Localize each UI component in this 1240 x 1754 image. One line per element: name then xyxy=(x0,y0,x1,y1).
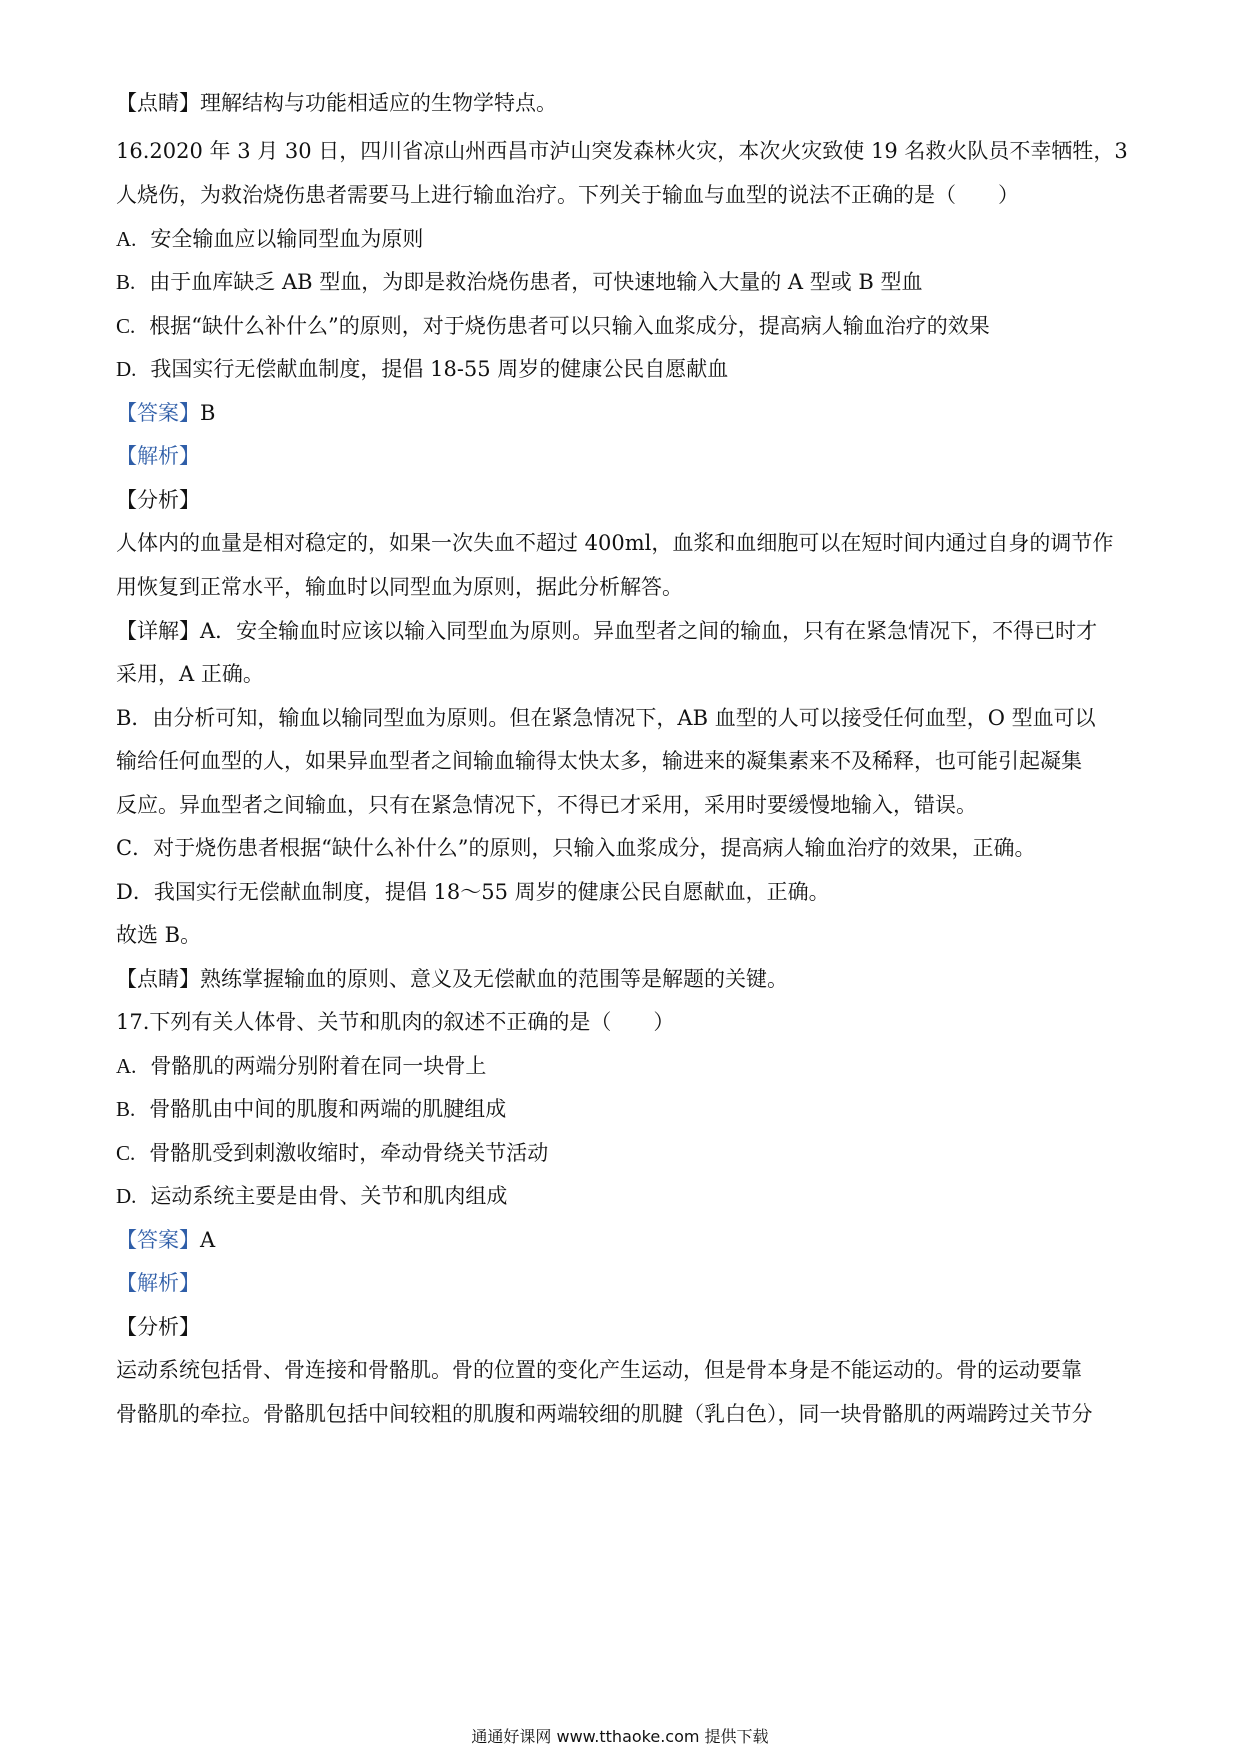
answer-value: A xyxy=(200,1228,216,1252)
option-text: 运动系统主要是由骨、关节和肌肉组成 xyxy=(150,1184,508,1208)
q16-detail-4: 输给任何血型的人，如果异血型者之间输血输得太快太多，输进来的凝集素来不及稀释，也可能引起凝集 xyxy=(116,749,1082,773)
q17-option-b xyxy=(116,1094,1130,1124)
answer-label: 【答案】 xyxy=(116,401,200,425)
q16-dianjing: 【点睛】熟练掌握输血的原则、意义及无偿献血的范围等是解题的关键。 xyxy=(116,967,788,991)
q16-option-b xyxy=(116,267,1130,297)
option-letter: C. xyxy=(116,314,136,338)
q16-detail-6: C．对于烧伤患者根据“缺什么补什么”的原则，只输入血浆成分，提高病人输血治疗的效果，正确。 xyxy=(116,836,1036,860)
option-letter: B. xyxy=(116,270,136,294)
option-text: 根据“缺什么补什么”的原则，对于烧伤患者可以只输入血浆成分，提高病人输血治疗的效果 xyxy=(149,314,990,338)
option-text: 骨骼肌的两端分别附着在同一块骨上 xyxy=(150,1054,487,1078)
option-letter: D. xyxy=(116,357,137,381)
q16-detail-2: 采用，A 正确。 xyxy=(116,662,264,686)
q17-option-d xyxy=(116,1181,1130,1211)
option-letter: C. xyxy=(116,1141,136,1165)
q16-detail-5: 反应。异血型者之间输血，只有在紧急情况下，不得已才采用，采用时要缓慢地输入，错误。 xyxy=(116,793,977,817)
question-16-stem-1: 16.2020 年 3 月 30 日，四川省凉山州西昌市泸山突发森林火灾，本次火灾致使 19 名救火队员不幸牺牲，3 xyxy=(116,139,1128,163)
dianjing-15: 【点睛】理解结构与功能相适应的生物学特点。 xyxy=(116,91,557,115)
option-text: 我国实行无偿献血制度，提倡 18-55 周岁的健康公民自愿献血 xyxy=(150,357,729,381)
option-text: 安全输血应以输同型血为原则 xyxy=(150,227,424,251)
option-letter: A. xyxy=(116,1054,137,1078)
q17-analysis-1: 运动系统包括骨、骨连接和骨骼肌。骨的位置的变化产生运动，但是骨本身是不能运动的。骨的运动要靠 xyxy=(116,1358,1082,1382)
q17-option-c xyxy=(116,1138,1130,1168)
q16-analysis-1: 人体内的血量是相对稳定的，如果一次失血不超过 400ml，血浆和血细胞可以在短时间内通过自身的调节作 xyxy=(116,531,1114,555)
q16-detail-8: 故选 B。 xyxy=(116,923,202,947)
q16-jiexi-label: 【解析】 xyxy=(116,444,200,468)
option-text: 骨骼肌受到刺激收缩时，牵动骨绕关节活动 xyxy=(149,1141,549,1165)
question-17-stem: 17.下列有关人体骨、关节和肌肉的叙述不正确的是（ ） xyxy=(116,1010,675,1034)
q16-analysis-2: 用恢复到正常水平，输血时以同型血为原则，据此分析解答。 xyxy=(116,575,683,599)
answer-value: B xyxy=(200,401,216,425)
option-text: 由于血库缺乏 AB 型血，为即是救治烧伤患者，可快速地输入大量的 A 型或 B 型血 xyxy=(149,270,923,294)
q17-option-a xyxy=(116,1051,1130,1081)
q16-fenxi-label: 【分析】 xyxy=(116,488,200,512)
q16-answer xyxy=(116,398,1130,428)
q16-detail-7: D．我国实行无偿献血制度，提倡 18～55 周岁的健康公民自愿献血，正确。 xyxy=(116,880,830,904)
option-text: 骨骼肌由中间的肌腹和两端的肌腱组成 xyxy=(149,1097,507,1121)
q16-option-d xyxy=(116,354,1130,384)
q16-option-c xyxy=(116,311,1130,341)
question-16-stem-2: 人烧伤，为救治烧伤患者需要马上进行输血治疗。下列关于输血与血型的说法不正确的是（ ） xyxy=(116,183,1019,207)
q16-detail-3: B．由分析可知，输血以输同型血为原则。但在紧急情况下，AB 血型的人可以接受任何血型，O 型血可以 xyxy=(116,706,1096,730)
q16-detail-1: 【详解】A．安全输血时应该以输入同型血为原则。异血型者之间的输血，只有在紧急情况下，不得已时才 xyxy=(116,619,1098,643)
option-letter: B. xyxy=(116,1097,136,1121)
q17-fenxi-label: 【分析】 xyxy=(116,1315,200,1339)
q17-answer xyxy=(116,1225,1130,1255)
q16-option-a xyxy=(116,224,1130,254)
q17-analysis-2: 骨骼肌的牵拉。骨骼肌包括中间较粗的肌腹和两端较细的肌腱（乳白色），同一块骨骼肌的两端跨过关节分 xyxy=(116,1402,1093,1426)
q17-jiexi-label: 【解析】 xyxy=(116,1271,200,1295)
option-letter: D. xyxy=(116,1184,137,1208)
footer-source: 通通好课网 www.tthaoke.com 提供下载 xyxy=(471,1727,769,1746)
option-letter: A. xyxy=(116,227,137,251)
answer-label: 【答案】 xyxy=(116,1228,200,1252)
